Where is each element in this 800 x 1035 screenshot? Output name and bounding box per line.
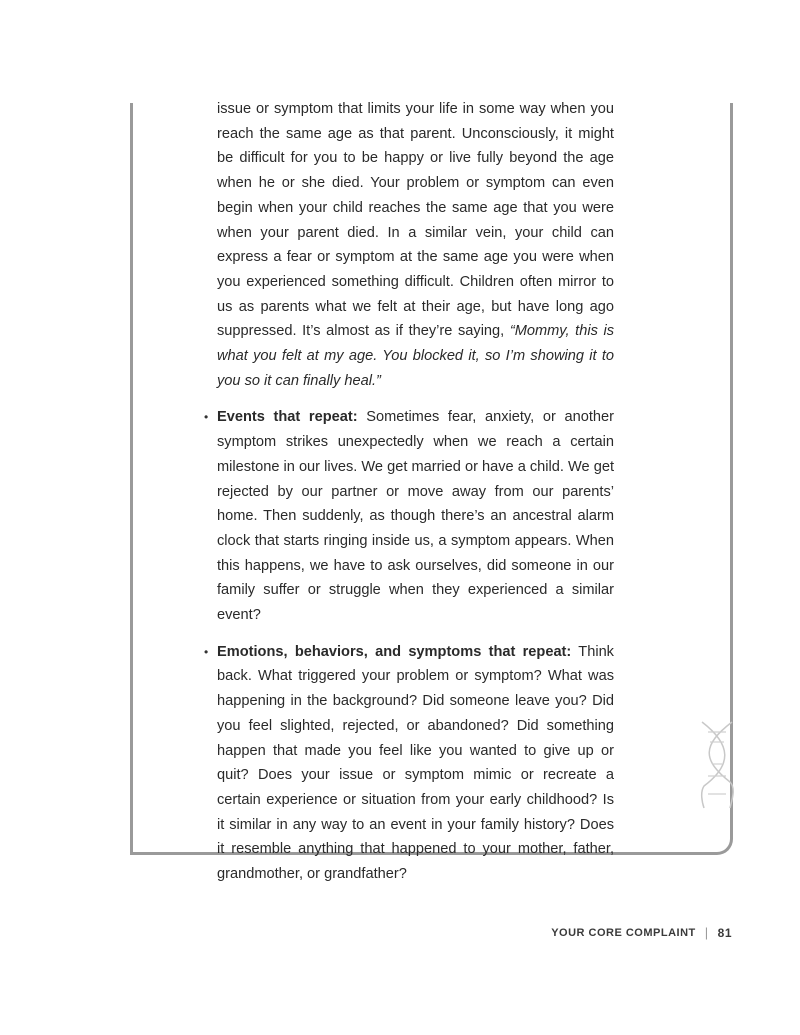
intro-text: issue or symptom that limits your life in some way when you reach the same age as that parent. Unconsciously, it might be difficult for you to be happy or live fully beyond the age when he or she died. Your problem or symptom can even begin when your child reaches the same age that you were when your parent died. In a similar vein, your child can express a fear or symptom at the same age you were when you experienced something difficult. Children often mirror to us as parents what we felt at their age, but have long ago suppressed. It’s almost as if they’re saying, bbox=[217, 101, 614, 340]
dna-helix-icon bbox=[696, 720, 736, 810]
bullet-icon: • bbox=[204, 644, 209, 659]
bullet-text: Think back. What triggered your problem or symptom? What was happening in the background? Did someone leave you? Did you feel slighted, rejected, or abandoned? Did something happen that made you feel like you wanted to give up or quit? Does your issue or symptom mimic or recreate a certain experience or situation from your early childhood? Is it similar in any way to an event in your family history? Does it resemble anything that happened to your mother, father, grandmother, or grandfather? bbox=[217, 643, 614, 883]
bullet-item bbox=[204, 405, 614, 627]
bullet-text: Sometimes fear, anxiety, or another symptom strikes unexpectedly when we reach a certain milestone in our lives. We get married or have a child. We get rejected by our partner or move away from our parents’ home. Then suddenly, as though there’s an ancestral alarm clock that starts ringing inside us, a symptom appears. When this happens, we have to ask ourselves, did someone in our family suffer or struggle when they experienced a similar event? bbox=[217, 409, 614, 624]
page-body bbox=[204, 97, 615, 887]
bullet-lead: Events that repeat: bbox=[217, 409, 358, 426]
page-footer bbox=[551, 925, 732, 940]
intro-paragraph bbox=[217, 97, 614, 393]
bullet-lead: Emotions, behaviors, and symptoms that repeat: bbox=[217, 643, 572, 660]
page-number: 81 bbox=[717, 925, 732, 940]
bullet-item bbox=[204, 640, 614, 887]
bullet-icon: • bbox=[204, 410, 209, 425]
footer-separator: | bbox=[704, 925, 709, 940]
running-head: YOUR CORE COMPLAINT bbox=[551, 926, 696, 939]
intro-quote: “Mommy, this is what you felt at my age. You blocked it, so I’m showing it to you so it can finally heal.” bbox=[217, 323, 615, 389]
